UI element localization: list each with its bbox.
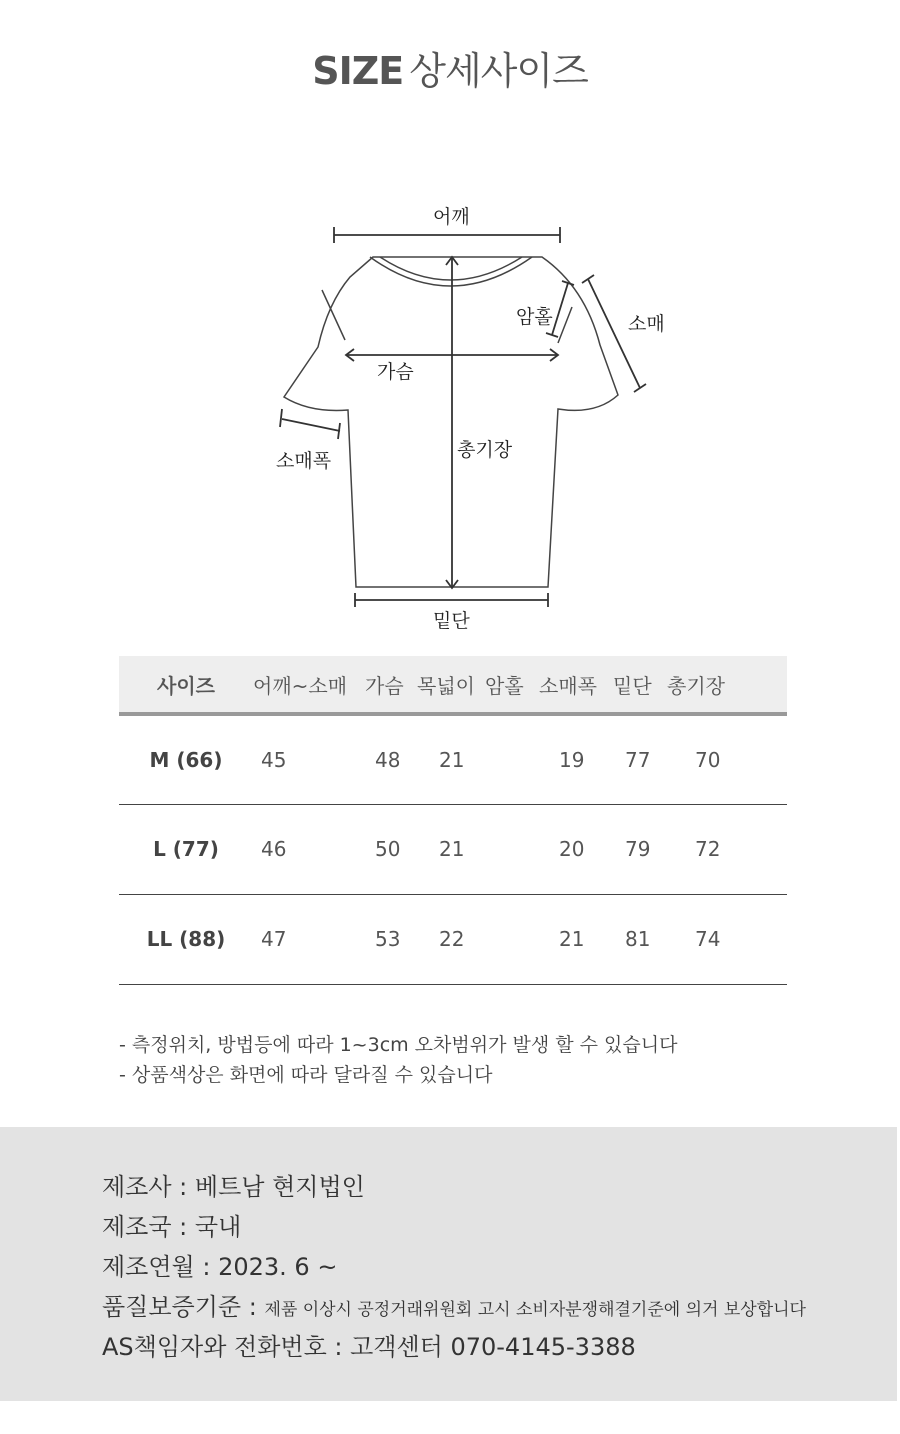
info-quality xyxy=(102,1287,806,1322)
note-measurement: - 측정위치, 방법등에 따라 1~3cm 오차범위가 발생 할 수 있습니다 xyxy=(119,1034,678,1056)
cell-length: 70 xyxy=(695,747,721,772)
header-size: 사이즈 xyxy=(119,656,253,714)
cell-size: M (66) xyxy=(149,747,223,772)
cell-armhole xyxy=(485,804,539,894)
info-as: AS책임자와 전화번호 : 고객센터 070-4145-3388 xyxy=(102,1333,636,1361)
header-length: 총기장 xyxy=(667,656,787,714)
cell-neck: 21 xyxy=(439,837,465,861)
cell-neck: 21 xyxy=(439,747,465,772)
cell-hem: 77 xyxy=(625,747,651,772)
table-row xyxy=(119,714,787,804)
cell-armhole xyxy=(485,714,539,804)
table-header-row xyxy=(119,656,787,714)
cell-sleeve-width: 21 xyxy=(559,927,585,951)
table-row xyxy=(119,894,787,984)
cell-hem: 79 xyxy=(625,837,651,861)
label-shoulder: 어깨 xyxy=(433,206,470,228)
info-country: 제조국 : 국내 xyxy=(102,1213,242,1241)
cell-hem: 81 xyxy=(625,927,651,951)
cell-armhole xyxy=(485,894,539,984)
header-neck: 목넓이 xyxy=(417,656,485,714)
header-shoulder-sleeve: 어깨~소매 xyxy=(253,656,365,714)
cell-chest: 53 xyxy=(375,927,401,951)
cell-chest: 50 xyxy=(375,837,401,861)
cell-size: L (77) xyxy=(153,837,219,861)
label-total-length: 총기장 xyxy=(457,439,513,461)
title-detail: 상세사이즈 xyxy=(409,49,588,93)
label-armhole: 암홀 xyxy=(516,306,553,328)
cell-size: LL (88) xyxy=(146,927,226,951)
product-info-box xyxy=(0,1127,897,1401)
header-armhole: 암홀 xyxy=(485,656,539,714)
label-sleeve-width: 소매폭 xyxy=(276,450,332,472)
label-chest: 가슴 xyxy=(377,361,414,383)
size-table xyxy=(119,656,787,985)
cell-length: 72 xyxy=(695,837,721,861)
label-sleeve: 소매 xyxy=(628,313,665,335)
cell-shoulder-sleeve: 45 xyxy=(261,747,287,772)
cell-sleeve-width: 20 xyxy=(559,837,585,861)
header-chest: 가슴 xyxy=(365,656,417,714)
tshirt-illustration xyxy=(270,195,690,635)
quality-label: 품질보증기준 : xyxy=(102,1293,265,1321)
cell-chest: 48 xyxy=(375,747,401,772)
label-hem: 밑단 xyxy=(433,610,470,632)
table-row xyxy=(119,804,787,894)
header-sleeve-width: 소매폭 xyxy=(539,656,613,714)
cell-length: 74 xyxy=(695,927,721,951)
cell-neck: 22 xyxy=(439,927,465,951)
title-size: SIZE xyxy=(312,49,404,93)
notes xyxy=(119,1030,677,1090)
info-maker: 제조사 : 베트남 현지법인 xyxy=(102,1173,365,1201)
info-date: 제조연월 : 2023. 6 ~ xyxy=(102,1253,338,1281)
note-color: - 상품색상은 화면에 따라 달라질 수 있습니다 xyxy=(119,1064,493,1086)
cell-sleeve-width: 19 xyxy=(559,747,585,772)
quality-text: 제품 이상시 공정거래위원회 고시 소비자분쟁해결기준에 의거 보상합니다 xyxy=(264,1300,806,1320)
cell-shoulder-sleeve: 47 xyxy=(261,927,287,951)
header-hem: 밑단 xyxy=(613,656,667,714)
page-title xyxy=(0,40,900,95)
tshirt-diagram xyxy=(270,195,690,635)
cell-shoulder-sleeve: 46 xyxy=(261,837,287,861)
